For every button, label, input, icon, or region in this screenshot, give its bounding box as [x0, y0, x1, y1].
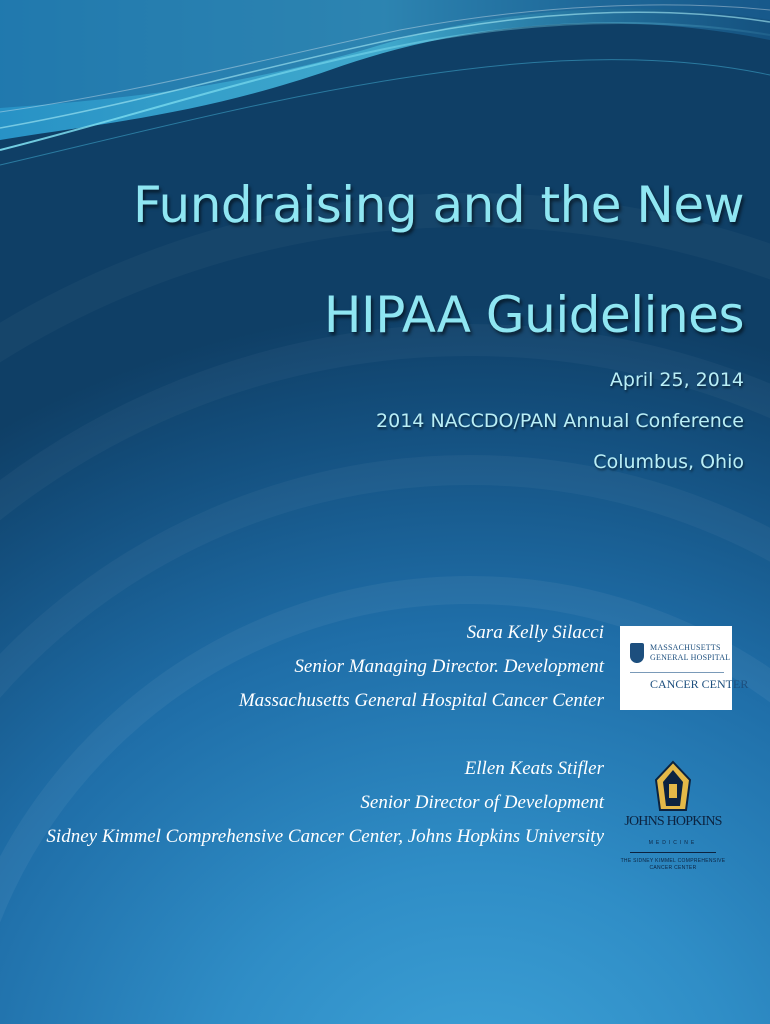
presenter-2: [44, 752, 604, 854]
subtitle-conference: 2014 NACCDO/PAN Annual Conference: [376, 410, 744, 432]
jh-logo-subtitle: THE SIDNEY KIMMEL COMPREHENSIVE CANCER CENTER: [620, 858, 726, 871]
slide-title: [64, 150, 744, 370]
presenter-organization: Massachusetts General Hospital Cancer Center: [238, 690, 604, 711]
slide-subtitle: [224, 360, 744, 483]
title-line-1: Fundraising and the New: [133, 176, 744, 234]
title-line-2: HIPAA Guidelines: [323, 286, 744, 344]
mgh-logo-line-2: GENERAL HOSPITAL: [650, 653, 731, 662]
subtitle-location: Columbus, Ohio: [593, 451, 744, 473]
presenter-1: [44, 616, 604, 718]
presenter-name: Sara Kelly Silacci: [466, 622, 604, 643]
mgh-logo-line-1: MASSACHUSETTS: [650, 643, 721, 652]
presenter-organization: Sidney Kimmel Comprehensive Cancer Center, Johns Hopkins University: [46, 826, 604, 847]
johns-hopkins-logo: [620, 760, 732, 890]
subtitle-date: April 25, 2014: [609, 369, 744, 391]
mgh-cancer-center-logo: [620, 626, 749, 710]
presenter-role: Senior Managing Director. Development: [294, 656, 604, 677]
jh-logo-divider: [630, 852, 716, 853]
jh-logo-medicine: MEDICINE: [648, 840, 698, 846]
jh-shield-icon: [620, 760, 726, 814]
presenter-role: Senior Director of Development: [360, 792, 604, 813]
mgh-logo-divider: [630, 672, 724, 673]
presenters: [44, 616, 604, 888]
mgh-logo-cancer-center: CANCER CENTER: [650, 677, 749, 691]
jh-logo-name: JOHNS HOPKINS: [624, 814, 722, 829]
presenter-name: Ellen Keats Stifler: [464, 758, 604, 779]
mgh-shield-icon: [630, 643, 644, 663]
